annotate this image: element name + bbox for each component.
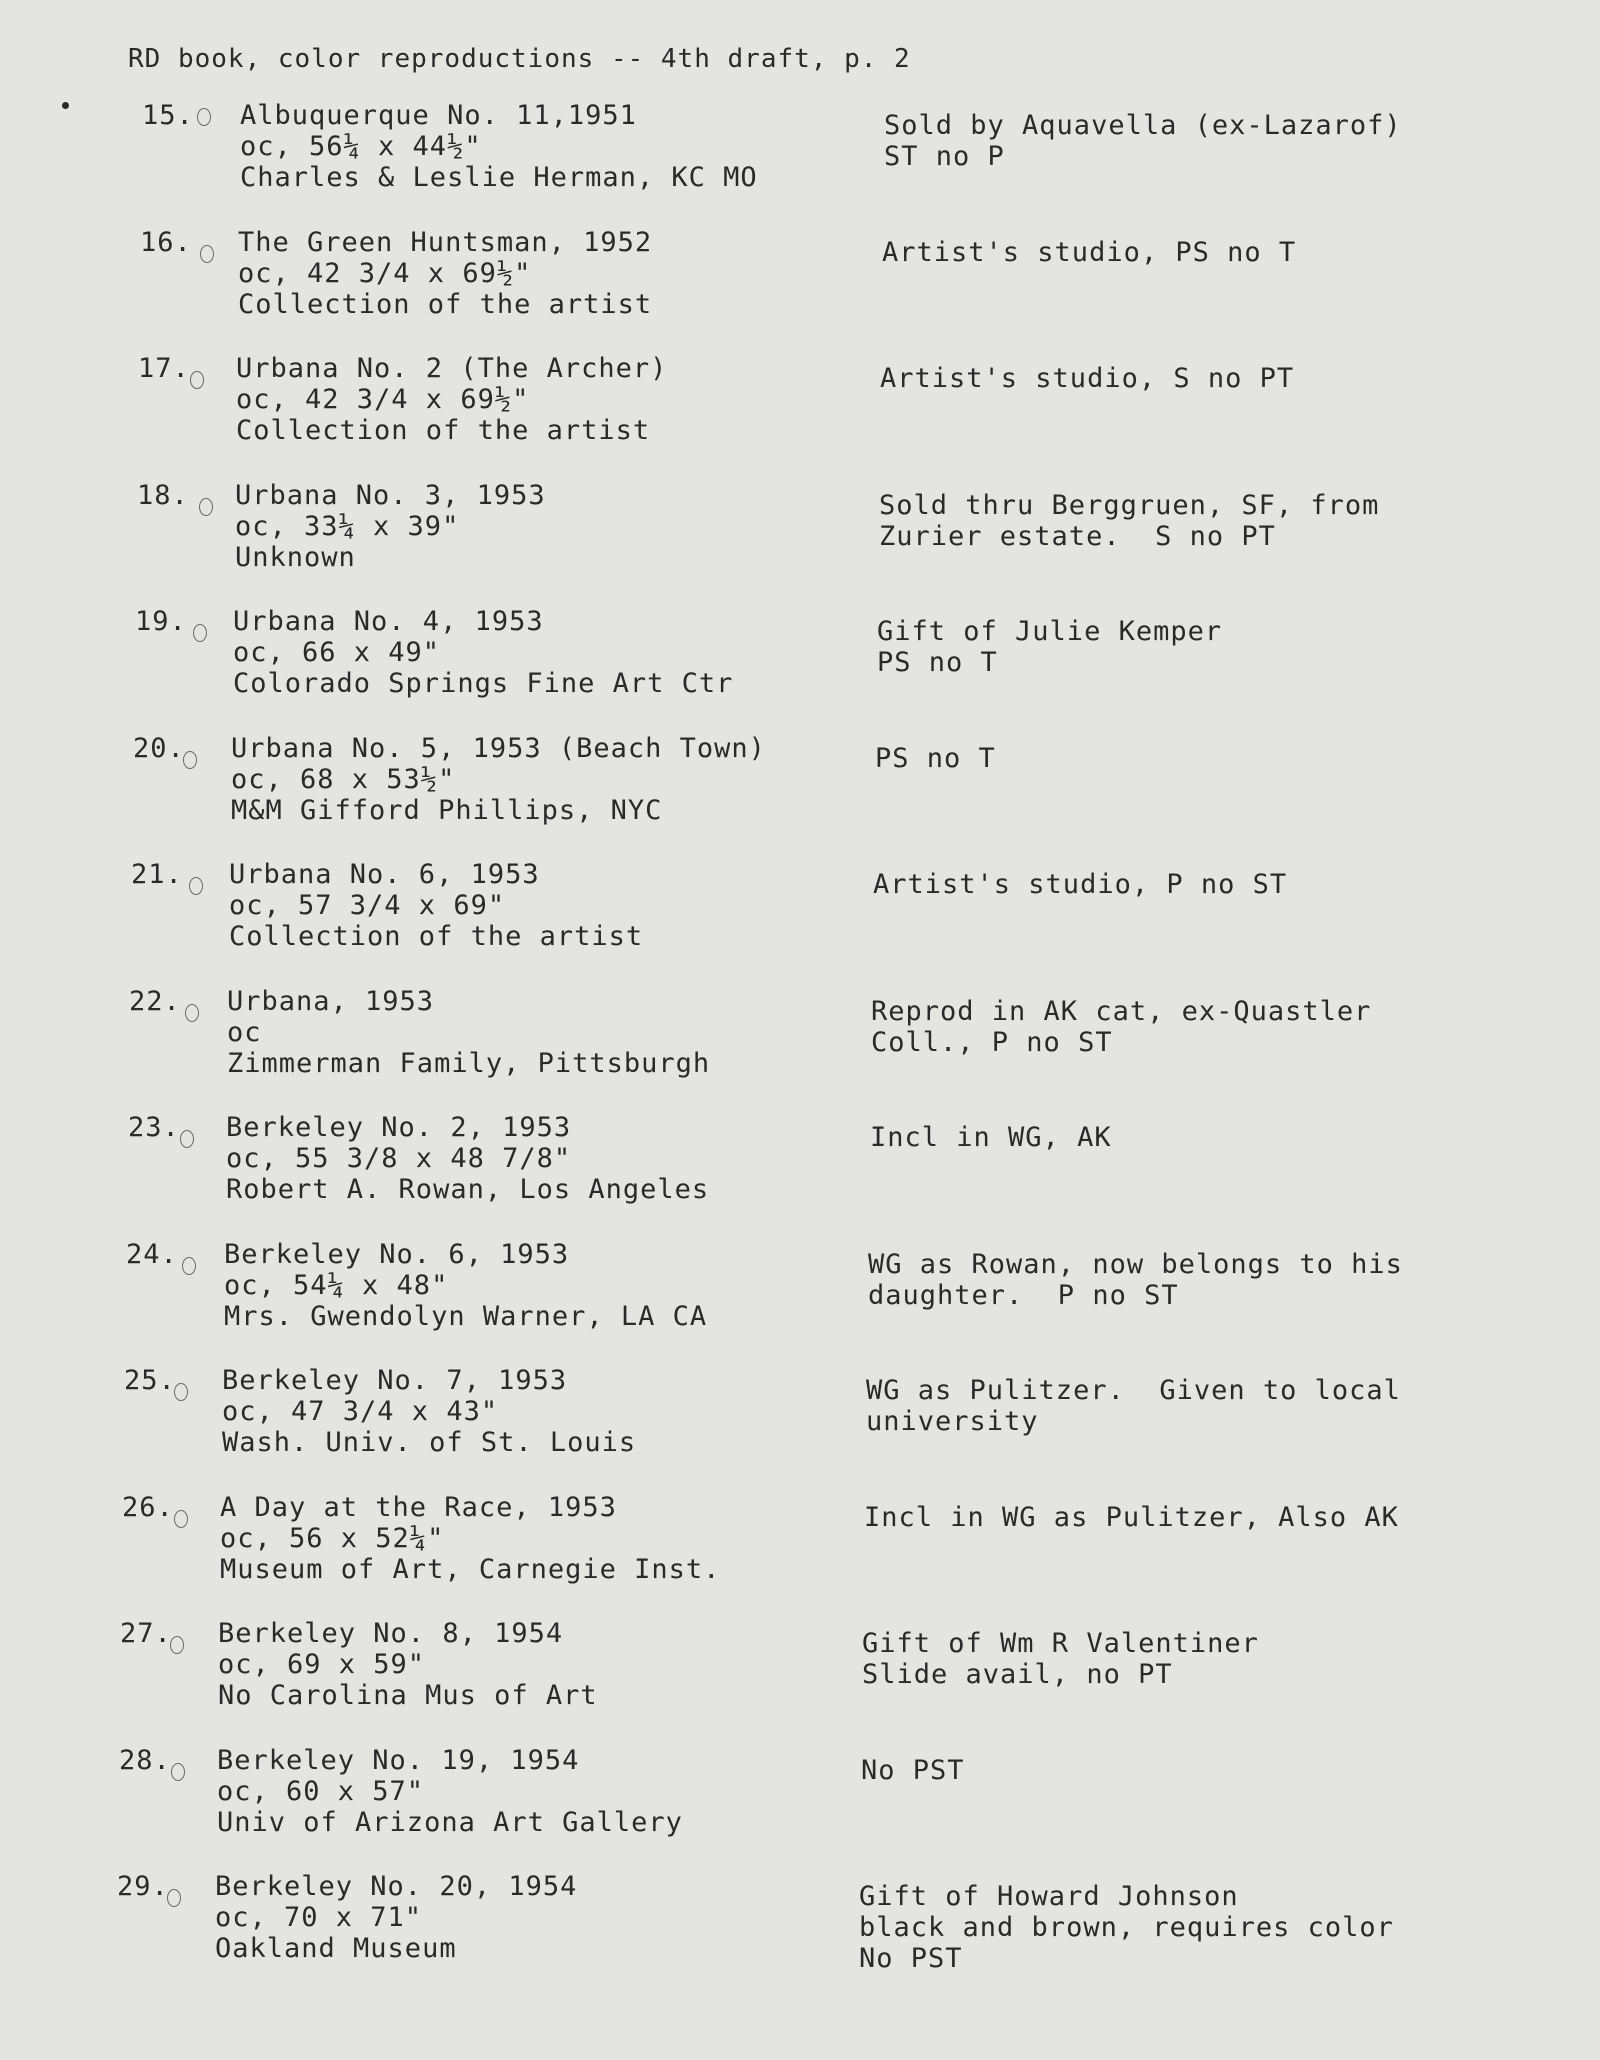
entry-number: 26.: [122, 1492, 174, 1523]
catalog-entry: [133, 733, 1593, 858]
entry-title: Berkeley No. 7, 1953: [222, 1365, 568, 1396]
entry-medium: oc, 54¼ x 48": [224, 1270, 449, 1301]
note-line: PS no T: [875, 743, 996, 774]
note-line: No PST: [859, 1943, 963, 1974]
pencil-check-mark: [199, 498, 213, 516]
catalog-entry: [128, 1112, 1588, 1237]
entry-details: [240, 100, 758, 193]
entry-owner: Zimmerman Family, Pittsburgh: [227, 1048, 711, 1079]
note-line: Incl in WG as Pulitzer, Also AK: [864, 1502, 1399, 1533]
pencil-check-mark: [171, 1763, 185, 1781]
entry-details: [218, 1618, 598, 1711]
entry-notes: [884, 110, 1402, 172]
pencil-check-mark: [197, 108, 211, 126]
entry-notes: [879, 490, 1379, 552]
note-line: WG as Pulitzer. Given to local: [866, 1375, 1401, 1406]
entry-owner: Wash. Univ. of St. Louis: [222, 1427, 637, 1458]
catalog-entry: [137, 480, 1597, 605]
pencil-check-mark: [180, 1130, 194, 1148]
entry-medium: oc, 60 x 57": [217, 1776, 425, 1807]
entry-title: Urbana No. 3, 1953: [235, 480, 546, 511]
entry-number: 23.: [128, 1112, 180, 1143]
entry-title: Urbana No. 4, 1953: [233, 606, 544, 637]
entry-title: Berkeley No. 19, 1954: [217, 1745, 580, 1776]
entry-title: Berkeley No. 2, 1953: [226, 1112, 572, 1143]
entry-owner: Oakland Museum: [215, 1933, 457, 1964]
pencil-check-mark: [185, 1004, 199, 1022]
pencil-check-mark: [193, 624, 207, 642]
entry-owner: Mrs. Gwendolyn Warner, LA CA: [224, 1301, 708, 1332]
entry-owner: No Carolina Mus of Art: [218, 1680, 598, 1711]
entry-details: [226, 1112, 709, 1205]
entry-medium: oc, 33¼ x 39": [235, 511, 460, 542]
note-line: daughter. P no ST: [868, 1280, 1179, 1311]
entry-details: [233, 606, 733, 699]
entry-title: Albuquerque No. 11,1951: [240, 100, 637, 131]
entry-number: 16.: [140, 227, 192, 258]
pencil-check-mark: [174, 1510, 188, 1528]
note-line: Incl in WG, AK: [870, 1122, 1112, 1153]
pencil-check-mark: [182, 1257, 196, 1275]
note-line: Gift of Howard Johnson: [859, 1881, 1239, 1912]
entry-title: Urbana No. 6, 1953: [229, 859, 540, 890]
entry-details: [215, 1871, 577, 1964]
entry-details: [220, 1492, 720, 1585]
entry-notes: [859, 1881, 1394, 1974]
catalog-entry: [131, 859, 1591, 984]
entry-notes: [871, 996, 1371, 1058]
entry-number: 27.: [120, 1618, 172, 1649]
entry-number: 29.: [117, 1871, 169, 1902]
entry-medium: oc, 68 x 53½": [231, 764, 456, 795]
entry-notes: [868, 1249, 1403, 1311]
entry-title: The Green Huntsman, 1952: [238, 227, 653, 258]
entry-number: 21.: [131, 859, 183, 890]
entry-title: Berkeley No. 6, 1953: [224, 1239, 570, 1270]
note-line: Artist's studio, S no PT: [880, 363, 1295, 394]
entry-number: 20.: [133, 733, 185, 764]
entry-details: [217, 1745, 683, 1838]
catalog-entry: [140, 227, 1600, 352]
entry-number: 25.: [124, 1365, 176, 1396]
entry-title: Berkeley No. 8, 1954: [218, 1618, 564, 1649]
entry-medium: oc, 42 3/4 x 69½": [236, 384, 530, 415]
catalog-entry: [129, 986, 1589, 1111]
entry-number: 17.: [138, 353, 190, 384]
entry-medium: oc, 57 3/4 x 69": [229, 890, 506, 921]
entry-owner: Collection of the artist: [238, 289, 653, 320]
note-line: black and brown, requires color: [859, 1912, 1394, 1943]
margin-dot: [62, 102, 69, 109]
note-line: Zurier estate. S no PT: [879, 521, 1276, 552]
pencil-check-mark: [183, 751, 197, 769]
note-line: Artist's studio, PS no T: [882, 237, 1297, 268]
entry-details: [227, 986, 710, 1079]
entry-notes: [861, 1755, 965, 1786]
pencil-check-mark: [189, 877, 203, 895]
entry-medium: oc, 69 x 59": [218, 1649, 426, 1680]
entry-number: 18.: [137, 480, 189, 511]
entry-title: Urbana, 1953: [227, 986, 435, 1017]
entry-owner: Collection of the artist: [229, 921, 644, 952]
note-line: Sold thru Berggruen, SF, from: [879, 490, 1380, 521]
entry-notes: [864, 1502, 1399, 1533]
catalog-entry: [122, 1492, 1582, 1617]
entry-medium: oc, 55 3/8 x 48 7/8": [226, 1143, 572, 1174]
pencil-check-mark: [174, 1383, 188, 1401]
note-line: Sold by Aquavella (ex-Lazarof): [884, 110, 1402, 141]
entry-notes: [866, 1375, 1401, 1437]
entry-title: A Day at the Race, 1953: [220, 1492, 617, 1523]
entry-owner: Robert A. Rowan, Los Angeles: [226, 1174, 710, 1205]
entry-notes: [862, 1628, 1259, 1690]
catalog-entry: [142, 100, 1600, 225]
note-line: Gift of Julie Kemper: [877, 616, 1223, 647]
pencil-check-mark: [200, 245, 214, 263]
note-line: university: [866, 1406, 1039, 1437]
entry-medium: oc, 56 x 52¼": [220, 1523, 445, 1554]
catalog-entry: [119, 1745, 1579, 1870]
pencil-check-mark: [167, 1889, 181, 1907]
note-line: WG as Rowan, now belongs to his: [868, 1249, 1403, 1280]
entry-number: 19.: [135, 606, 187, 637]
note-line: PS no T: [877, 647, 998, 678]
entry-notes: [870, 1122, 1112, 1153]
entry-details: [235, 480, 546, 573]
note-line: Reprod in AK cat, ex-Quastler: [871, 996, 1372, 1027]
entry-title: Urbana No. 5, 1953 (Beach Town): [231, 733, 766, 764]
entry-title: Urbana No. 2 (The Archer): [236, 353, 668, 384]
entry-medium: oc, 42 3/4 x 69½": [238, 258, 532, 289]
catalog-entry: [124, 1365, 1584, 1490]
entry-owner: Collection of the artist: [236, 415, 651, 446]
note-line: No PST: [861, 1755, 965, 1786]
entry-details: [222, 1365, 636, 1458]
entry-owner: Univ of Arizona Art Gallery: [217, 1807, 683, 1838]
entry-owner: Museum of Art, Carnegie Inst.: [220, 1554, 721, 1585]
entry-owner: Colorado Springs Fine Art Ctr: [233, 668, 734, 699]
entry-number: 24.: [126, 1239, 178, 1270]
catalog-entry: [120, 1618, 1580, 1743]
entry-notes: [880, 363, 1294, 394]
entry-notes: [877, 616, 1222, 678]
entry-owner: Charles & Leslie Herman, KC MO: [240, 162, 758, 193]
entry-title: Berkeley No. 20, 1954: [215, 1871, 578, 1902]
catalog-entry: [135, 606, 1595, 731]
note-line: ST no P: [884, 141, 1005, 172]
entry-notes: [873, 869, 1287, 900]
note-line: Coll., P no ST: [871, 1027, 1113, 1058]
entry-medium: oc, 56¼ x 44½": [240, 131, 482, 162]
entry-medium: oc, 66 x 49": [233, 637, 441, 668]
entry-medium: oc, 70 x 71": [215, 1902, 423, 1933]
entry-notes: [882, 237, 1296, 268]
entry-number: 28.: [119, 1745, 171, 1776]
page-header: RD book, color reproductions -- 4th draft, p. 2: [128, 44, 911, 74]
entry-medium: oc, 47 3/4 x 43": [222, 1396, 499, 1427]
entry-medium: oc: [227, 1017, 262, 1048]
entry-notes: [875, 743, 996, 774]
pencil-check-mark: [170, 1636, 184, 1654]
note-line: Artist's studio, P no ST: [873, 869, 1288, 900]
pencil-check-mark: [190, 371, 204, 389]
note-line: Gift of Wm R Valentiner: [862, 1628, 1259, 1659]
catalog-entry: [138, 353, 1598, 478]
entry-owner: Unknown: [235, 542, 356, 573]
entry-details: [238, 227, 652, 320]
entry-details: [224, 1239, 707, 1332]
catalog-entry: [117, 1871, 1577, 1996]
entry-details: [231, 733, 766, 826]
entry-number: 22.: [129, 986, 181, 1017]
entry-owner: M&M Gifford Phillips, NYC: [231, 795, 663, 826]
entry-number: 15.: [142, 100, 194, 131]
entry-details: [229, 859, 643, 952]
note-line: Slide avail, no PT: [862, 1659, 1173, 1690]
entry-details: [236, 353, 667, 446]
catalog-entry: [126, 1239, 1586, 1364]
